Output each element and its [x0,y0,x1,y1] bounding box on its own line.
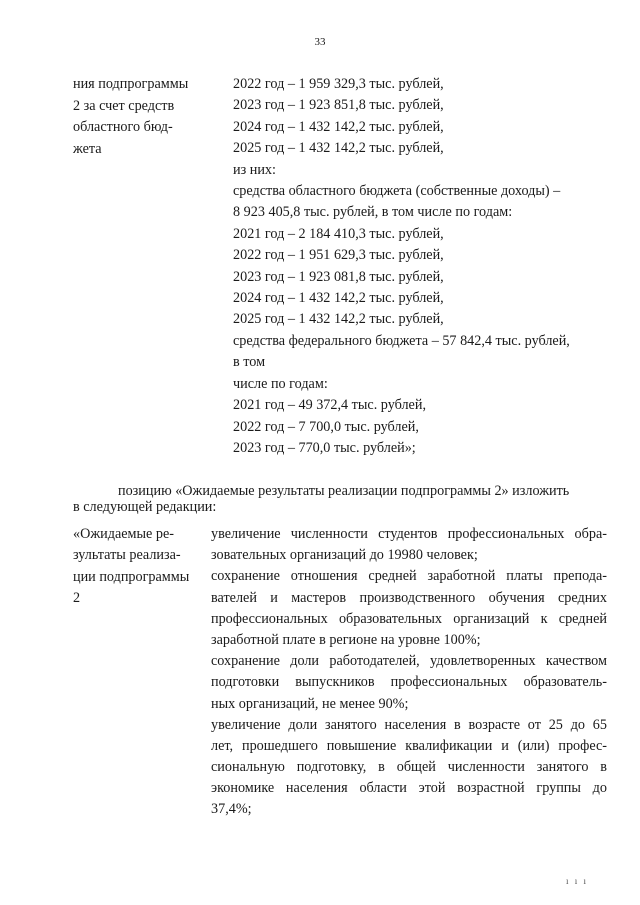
funding-line: средства федерального бюджета – 57 842,4 тыс. рублей, [233,332,570,349]
funding-right-column [233,74,570,459]
page-number: 33 [314,36,326,48]
results-line: 37,4%; [211,801,252,818]
funding-line: 2024 год – 1 432 142,2 тыс. рублей, [233,118,444,135]
funding-line: 2023 год – 770,0 тыс. рублей»; [233,439,416,456]
results-left-line: «Ожидаемые ре- [73,526,175,542]
funding-left-column [73,74,188,160]
instruction-line-2: в следующей редакции: [73,499,217,515]
funding-left-line: жета [73,140,102,157]
instruction-line-1: позицию «Ожидаемые результаты реализации подпрограммы 2» изложить [118,483,570,499]
funding-left-line: областного бюд- [73,119,173,135]
funding-line: в том [233,354,266,371]
results-line: ных организаций, не менее 90%; [211,695,409,712]
funding-line: 2022 год – 7 700,0 тыс. рублей, [233,418,419,435]
results-line: сиональную подготовку, в общей численности занятого в [211,759,607,776]
results-line: профессиональных образовательных организаций к средней [211,610,607,627]
footer-mark: ı ı ı [566,876,589,886]
funding-line: из них: [233,161,276,178]
funding-left-line: 2 за счет средств [73,97,175,114]
results-line: лет, прошедшего повышение квалификации и (или) профес- [211,737,607,754]
results-line: увеличение численности студентов профессиональных обра- [211,526,607,542]
funding-left-line: ния подпрограммы [73,76,189,92]
funding-line: 2023 год – 1 923 081,8 тыс. рублей, [233,268,444,285]
funding-line: средства областного бюджета (собственные доходы) – [233,183,561,200]
results-line: сохранение доли работодателей, удовлетворенных качеством [211,653,607,670]
results-line: заработной плате в регионе на уровне 100%; [211,631,481,648]
funding-line: 2022 год – 1 951 629,3 тыс. рублей, [233,247,444,264]
funding-line: 2021 год – 2 184 410,3 тыс. рублей, [233,225,444,242]
funding-line: 2025 год – 1 432 142,2 тыс. рублей, [233,311,444,328]
funding-line: 2021 год – 49 372,4 тыс. рублей, [233,397,426,414]
funding-line: числе по годам: [233,375,328,392]
funding-line: 2023 год – 1 923 851,8 тыс. рублей, [233,97,444,114]
results-left-line: ции подпрограммы [73,568,190,585]
results-line: вателей и мастеров производственного обучения средних [211,589,607,606]
results-left-line: 2 [73,589,81,606]
results-line: увеличение доли занятого населения в возрасте от 25 до 65 [211,716,607,733]
results-line: экономике населения области этой возрастной группы до [211,780,607,797]
results-line: подготовки выпускников профессиональных образователь- [211,674,607,691]
funding-line: 2024 год – 1 432 142,2 тыс. рублей, [233,290,444,307]
results-right-column [211,524,607,821]
results-line: сохранение отношения средней заработной платы препода- [211,568,607,585]
results-line: зовательных организаций до 19980 человек; [211,547,478,564]
funding-line: 8 923 405,8 тыс. рублей, в том числе по годам: [233,204,513,221]
funding-line: 2025 год – 1 432 142,2 тыс. рублей, [233,140,444,157]
results-left-line: зультаты реализа- [73,547,181,564]
funding-line: 2022 год – 1 959 329,3 тыс. рублей, [233,76,444,92]
results-left-column [73,524,189,609]
